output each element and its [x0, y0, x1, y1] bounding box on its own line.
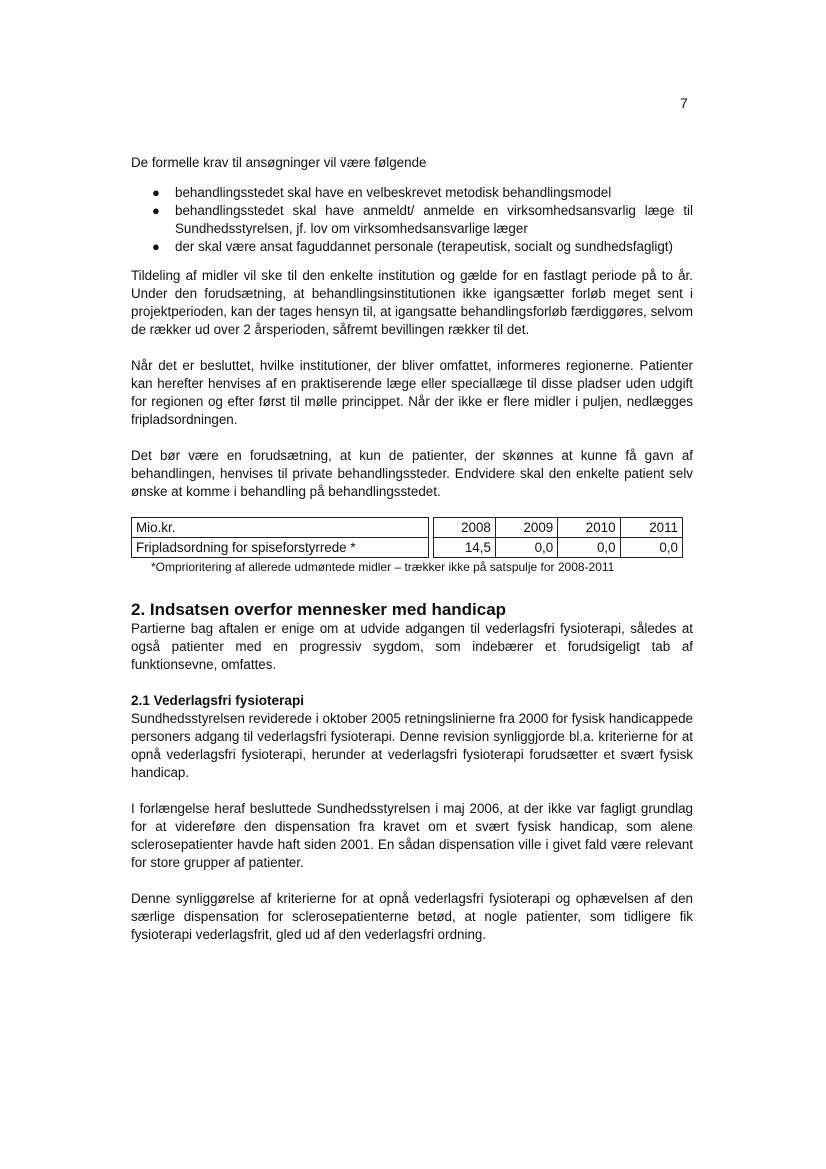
section-2-heading: 2. Indsatsen overfor mennesker med handicap — [131, 600, 507, 619]
list-item: ● der skal være ansat faguddannet personale (terapeutisk, socialt og sundhedsfagligt) — [152, 239, 673, 254]
paragraph-allocation: Tildeling af midler vil ske til den enkelte institution og gælde for en fastlagt periode på to år. Under den forudsætning, at behandlingsinstitutionen ikke igangsætter forløb meget sent i projektperioden, kan der tages hensyn til, at igangsatte behandlingsforløb færdiggøres, selvom de rækker ud over 2 årsperioden, såfremt bevillingen rækker til det. — [131, 268, 693, 337]
table-cell: 0,0 — [495, 538, 557, 558]
paragraph-regions: Når det er besluttet, hvilke institutioner, der bliver omfattet, informeres regionerne. Patienter kan herefter henvises af en praktiserende læge eller speciallæge til disse pladser uden udgift for regionen og efter først til mølle princippet. Når der ikke er flere midler i puljen, nedlægges fripladsordningen. — [131, 358, 693, 427]
bullet-icon: ● — [152, 185, 160, 200]
table-header-cell: 2009 — [495, 518, 557, 538]
bullet-icon: ● — [152, 203, 160, 218]
section-2-1-paragraph: I forlængelse heraf besluttede Sundhedsstyrelsen i maj 2006, at der ikke var fagligt grundlag for at videreføre den dispensation fra kravet om et svært fysisk handicap, som alene sclerosepatienter havde haft siden 2001. En sådan dispensation ville i givet fald være relevant for store grupper af patienter. — [131, 801, 693, 870]
table-row — [132, 538, 683, 558]
table-cell: Fripladsordning for spiseforstyrrede * — [132, 538, 429, 558]
budget-table — [131, 517, 683, 558]
table-header-cell: 2011 — [620, 518, 682, 538]
page-number: 7 — [680, 95, 688, 111]
section-2-text: Partierne bag aftalen er enige om at udvide adgangen til vederlagsfri fysioterapi, således at også patienter med en progressiv sygdom, som indebærer et forudsigeligt tab af funktionsevne, omfattes. — [131, 621, 693, 672]
table-cell: 14,5 — [433, 538, 495, 558]
bullet-icon: ● — [152, 239, 160, 254]
table-cell: 0,0 — [620, 538, 682, 558]
section-2-1-paragraph: Denne synliggørelse af kriterierne for at opnå vederlagsfri fysioterapi og ophævelsen af den særlige dispensation for sclerosepatienterne betød, at nogle patienter, som tidligere fik fysioterapi vederlagsfrit, gled ud af den vederlagsfri ordning. — [131, 891, 693, 942]
requirements-list — [131, 184, 693, 256]
table-header-cell: Mio.kr. — [132, 518, 429, 538]
list-item: ● behandlingsstedet skal have en velbeskrevet metodisk behandlingsmodel — [152, 185, 612, 200]
paragraph-patients: Det bør være en forudsætning, at kun de patienter, der skønnes at kunne få gavn af behandlingen, henvises til private behandlingssteder. Endvidere skal den enkelte patient selv ønske at komme i behandling på behandlingsstedet. — [131, 448, 693, 499]
table-footnote: *Omprioritering af allerede udmøntede midler – trækker ikke på satspulje for 2008-2011 — [151, 560, 615, 574]
section-2-1-paragraph: Sundhedsstyrelsen reviderede i oktober 2005 retningslinierne fra 2000 for fysisk handicappede personers adgang til vederlagsfri fysioterapi. Denne revision synliggjorde bl.a. kriterierne for at opnå vederlagsfri fysioterapi, herunder at vederlagsfri fysioterapi forudsætter et svært fysisk handicap. — [131, 711, 693, 780]
table-header-cell: 2008 — [433, 518, 495, 538]
list-item: ● behandlingsstedet skal have anmeldt/ anmelde en virksomhedsansvarlig læge til Sundhedsstyrelsen, jf. lov om virksomhedsansvarlige læger — [152, 203, 693, 236]
table-header-row — [132, 518, 683, 538]
requirements-intro: De formelle krav til ansøgninger vil være følgende — [131, 155, 427, 170]
page-content — [131, 154, 693, 962]
section-2-1-heading: 2.1 Vederlagsfri fysioterapi — [131, 693, 305, 708]
table-cell: 0,0 — [558, 538, 620, 558]
table-header-cell: 2010 — [558, 518, 620, 538]
